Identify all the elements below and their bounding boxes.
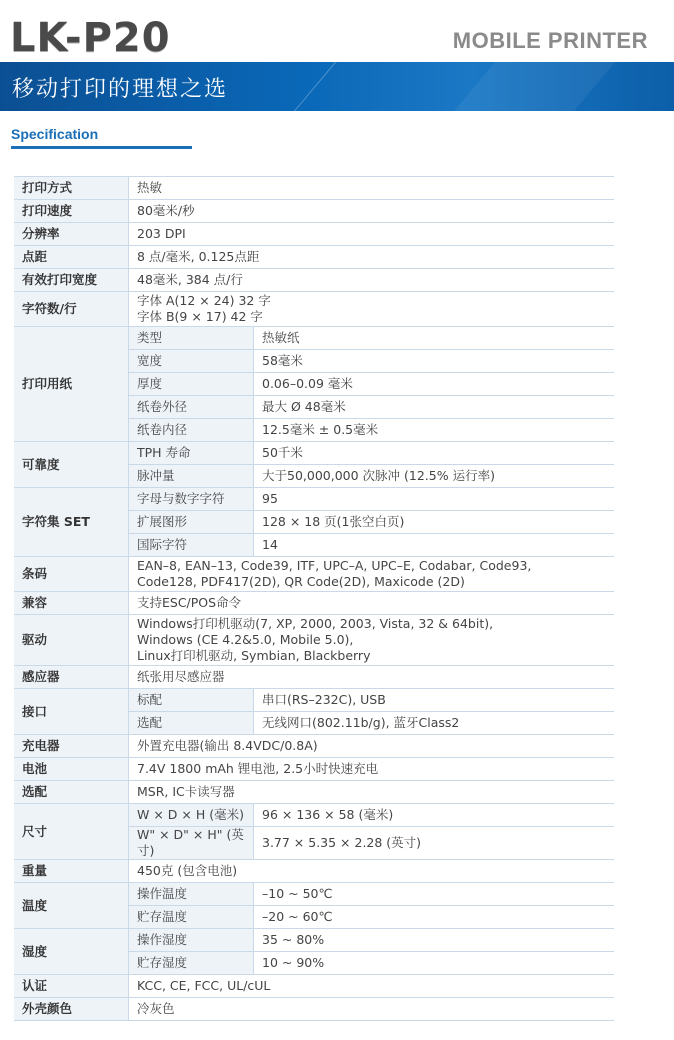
spec-value: 10 ~ 90%: [254, 952, 615, 975]
spec-row: [14, 689, 614, 712]
spec-value: 8 点/毫米, 0.125点距: [129, 246, 615, 269]
spec-label: 充电器: [14, 735, 129, 758]
spec-value: –10 ~ 50℃: [254, 883, 615, 906]
spec-sub-label: 贮存湿度: [129, 952, 254, 975]
spec-value: MSR, IC卡读写器: [129, 781, 615, 804]
spec-value: 最大 Ø 48毫米: [254, 396, 615, 419]
spec-row: [14, 929, 614, 952]
spec-sub-label: 宽度: [129, 350, 254, 373]
spec-table: [14, 176, 614, 1021]
banner-decoration: [436, 62, 623, 111]
spec-value: 12.5毫米 ± 0.5毫米: [254, 419, 615, 442]
section-underline: [11, 146, 192, 149]
spec-label: 打印方式: [14, 177, 129, 200]
spec-sub-label: 字母与数字字符: [129, 488, 254, 511]
model-title: LK-P20: [10, 15, 171, 61]
spec-value: 450克 (包含电池): [129, 860, 615, 883]
section-title: Specification: [11, 126, 99, 142]
spec-row: [14, 804, 614, 827]
spec-value: 冷灰色: [129, 998, 615, 1021]
spec-value: [129, 292, 615, 327]
spec-row: [14, 292, 614, 327]
spec-row: [14, 557, 614, 592]
spec-label: 接口: [14, 689, 129, 735]
spec-sub-label: W × D × H (毫米): [129, 804, 254, 827]
spec-row: [14, 615, 614, 666]
spec-row: [14, 975, 614, 998]
spec-label: 温度: [14, 883, 129, 929]
spec-sub-label: 国际字符: [129, 534, 254, 557]
spec-value: 支持ESC/POS命令: [129, 592, 615, 615]
banner-slogan: 移动打印的理想之选: [12, 77, 229, 102]
spec-row: [14, 781, 614, 804]
spec-row: [14, 883, 614, 906]
spec-value-line: 字体 B(9 × 17) 42 字: [137, 309, 263, 324]
spec-label: 点距: [14, 246, 129, 269]
spec-label: 驱动: [14, 615, 129, 666]
spec-row: [14, 223, 614, 246]
spec-value: 串口(RS–232C), USB: [254, 689, 615, 712]
spec-row: [14, 200, 614, 223]
spec-value-line: 字体 A(12 × 24) 32 字: [137, 293, 271, 308]
spec-row: [14, 758, 614, 781]
spec-sub-label: 厚度: [129, 373, 254, 396]
spec-label: 认证: [14, 975, 129, 998]
spec-sub-label: 纸卷内径: [129, 419, 254, 442]
spec-label: 湿度: [14, 929, 129, 975]
spec-label: 字符数/行: [14, 292, 129, 327]
spec-row: [14, 860, 614, 883]
spec-sub-label: W" × D" × H" (英寸): [129, 827, 254, 860]
spec-value: 48毫米, 384 点/行: [129, 269, 615, 292]
spec-row: [14, 177, 614, 200]
spec-sub-label: 选配: [129, 712, 254, 735]
spec-label: 分辨率: [14, 223, 129, 246]
header: [0, 0, 674, 62]
product-type: MOBILE PRINTER: [452, 28, 648, 53]
spec-row: [14, 592, 614, 615]
spec-value: KCC, CE, FCC, UL/cUL: [129, 975, 615, 998]
spec-row: [14, 246, 614, 269]
spec-value: [129, 557, 615, 592]
spec-value: 95: [254, 488, 615, 511]
spec-value: 外置充电器(输出 8.4VDC/0.8A): [129, 735, 615, 758]
spec-value: 203 DPI: [129, 223, 615, 246]
spec-value: 14: [254, 534, 615, 557]
spec-sub-label: TPH 寿命: [129, 442, 254, 465]
spec-value: 80毫米/秒: [129, 200, 615, 223]
spec-value: –20 ~ 60℃: [254, 906, 615, 929]
spec-value: 50千米: [254, 442, 615, 465]
spec-sub-label: 贮存温度: [129, 906, 254, 929]
spec-value-line: Windows打印机驱动(7, XP, 2000, 2003, Vista, 32 & 64bit),: [137, 616, 494, 631]
spec-value-line: Code128, PDF417(2D), QR Code(2D), Maxicode (2D): [137, 574, 465, 589]
spec-value: 0.06–0.09 毫米: [254, 373, 615, 396]
spec-value: 58毫米: [254, 350, 615, 373]
spec-label: 打印速度: [14, 200, 129, 223]
banner: [0, 62, 674, 111]
spec-label: 兼容: [14, 592, 129, 615]
spec-row: [14, 735, 614, 758]
spec-value-line: Linux打印机驱动, Symbian, Blackberry: [137, 648, 371, 663]
spec-value: 热敏: [129, 177, 615, 200]
spec-row: [14, 998, 614, 1021]
spec-row: [14, 269, 614, 292]
spec-row: [14, 327, 614, 350]
spec-value-line: Windows (CE 4.2&5.0, Mobile 5.0),: [137, 632, 354, 647]
spec-value: [129, 615, 615, 666]
spec-label: 选配: [14, 781, 129, 804]
spec-value: 热敏纸: [254, 327, 615, 350]
spec-row: [14, 442, 614, 465]
spec-label: 感应器: [14, 666, 129, 689]
spec-value: 96 × 136 × 58 (毫米): [254, 804, 615, 827]
spec-row: [14, 488, 614, 511]
spec-label: 外壳颜色: [14, 998, 129, 1021]
spec-sub-label: 脉冲量: [129, 465, 254, 488]
spec-sub-label: 扩展图形: [129, 511, 254, 534]
spec-sub-label: 类型: [129, 327, 254, 350]
spec-value: 无线网口(802.11b/g), 蓝牙Class2: [254, 712, 615, 735]
spec-sub-label: 操作温度: [129, 883, 254, 906]
spec-sub-label: 纸卷外径: [129, 396, 254, 419]
spec-value: 128 × 18 页(1张空白页): [254, 511, 615, 534]
spec-sub-label: 操作湿度: [129, 929, 254, 952]
spec-row: [14, 666, 614, 689]
spec-value: 7.4V 1800 mAh 锂电池, 2.5小时快速充电: [129, 758, 615, 781]
spec-value: 纸张用尽感应器: [129, 666, 615, 689]
spec-value: 大于50,000,000 次脉冲 (12.5% 运行率): [254, 465, 615, 488]
spec-sub-label: 标配: [129, 689, 254, 712]
spec-label: 重量: [14, 860, 129, 883]
spec-label: 打印用纸: [14, 327, 129, 442]
spec-value: 3.77 × 5.35 × 2.28 (英寸): [254, 827, 615, 860]
spec-label: 可靠度: [14, 442, 129, 488]
spec-label: 字符集 SET: [14, 488, 129, 557]
spec-label: 条码: [14, 557, 129, 592]
spec-label: 尺寸: [14, 804, 129, 860]
spec-value: 35 ~ 80%: [254, 929, 615, 952]
spec-value-line: EAN–8, EAN–13, Code39, ITF, UPC–A, UPC–E, Codabar, Code93,: [137, 558, 532, 573]
spec-label: 电池: [14, 758, 129, 781]
spec-label: 有效打印宽度: [14, 269, 129, 292]
